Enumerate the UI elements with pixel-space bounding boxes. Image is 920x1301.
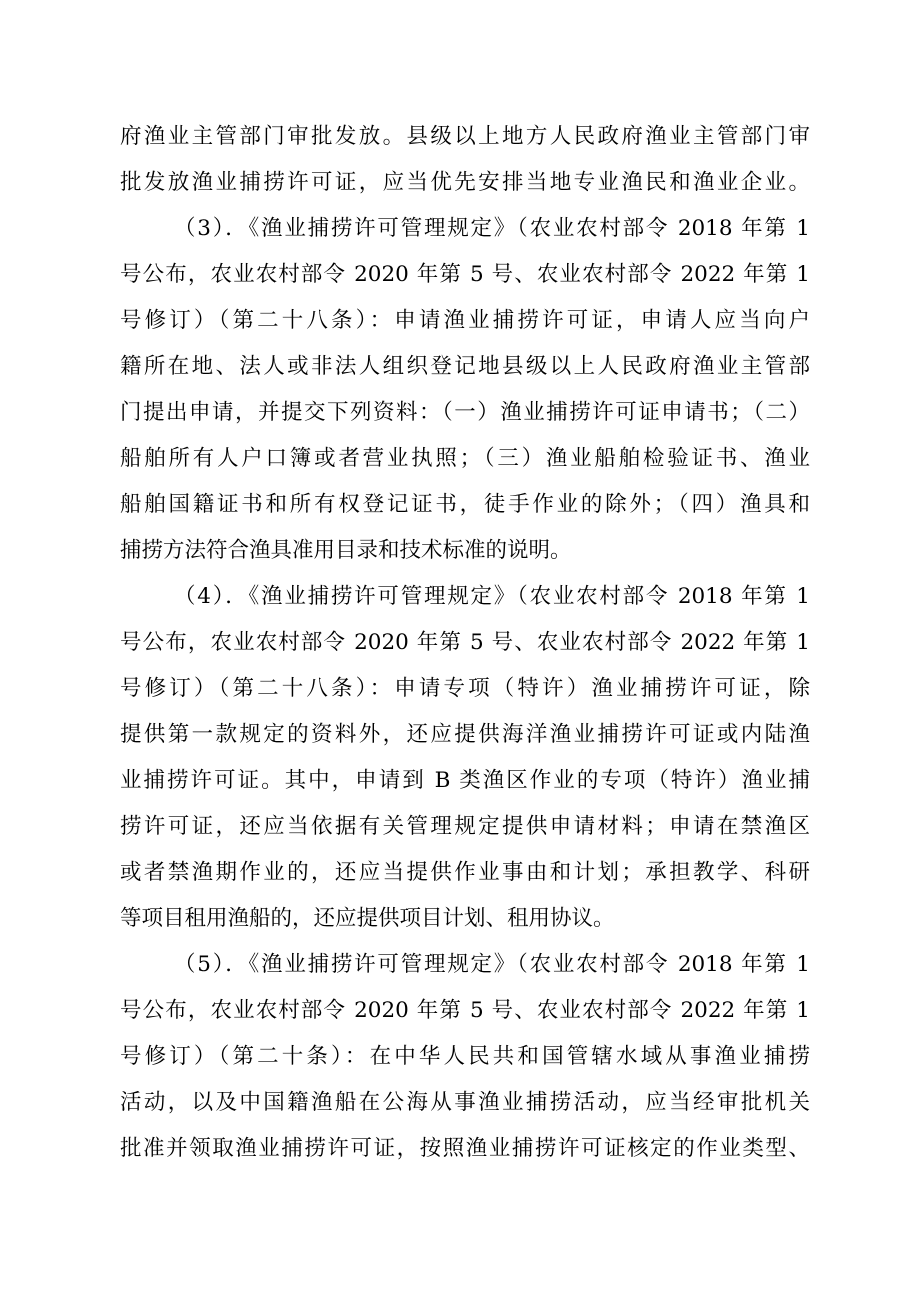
text-line: 船舶所有人户口簿或者营业执照；（三）渔业船舶检验证书、渔业 — [120, 446, 810, 471]
text-line: 号修订）（第二十条）：在中华人民共和国管辖水域从事渔业捕捞 — [120, 1044, 810, 1069]
text-line: 府渔业主管部门审批发放。县级以上地方人民政府渔业主管部门审 — [120, 124, 810, 149]
paragraph-5-start: （5）．《渔业捕捞许可管理规定》（农业农村部令 2018 年第 1 — [174, 952, 810, 977]
text-line: 业捕捞许可证。其中，申请到 B 类渔区作业的专项（特许）渔业捕 — [120, 768, 810, 793]
text-line: 号公布，农业农村部令 2020 年第 5 号、农业农村部令 2022 年第 1 — [120, 998, 810, 1023]
text-line: 门提出申请，并提交下列资料：（一）渔业捕捞许可证申请书；（二） — [120, 400, 810, 425]
text-line: 批准并领取渔业捕捞许可证，按照渔业捕捞许可证核定的作业类型、 — [120, 1136, 810, 1161]
text-line: 号公布，农业农村部令 2020 年第 5 号、农业农村部令 2022 年第 1 — [120, 630, 810, 655]
text-line: 或者禁渔期作业的，还应当提供作业事由和计划；承担教学、科研 — [120, 860, 810, 885]
text-line: 批发放渔业捕捞许可证，应当优先安排当地专业渔民和渔业企业。 — [120, 170, 810, 195]
text-line: 提供第一款规定的资料外，还应提供海洋渔业捕捞许可证或内陆渔 — [120, 722, 810, 747]
text-line: 捕捞方法符合渔具准用目录和技术标准的说明。 — [120, 538, 572, 563]
text-line: 号修订）（第二十八条）：申请专项（特许）渔业捕捞许可证，除 — [120, 676, 810, 701]
text-line: 捞许可证，还应当依据有关管理规定提供申请材料；申请在禁渔区 — [120, 814, 810, 839]
text-line: 号公布，农业农村部令 2020 年第 5 号、农业农村部令 2022 年第 1 — [120, 262, 810, 287]
text-line: 船舶国籍证书和所有权登记证书，徒手作业的除外；（四）渔具和 — [120, 492, 810, 517]
text-line: 等项目租用渔船的，还应提供项目计划、租用协议。 — [120, 906, 615, 931]
text-line: 活动，以及中国籍渔船在公海从事渔业捕捞活动，应当经审批机关 — [120, 1090, 810, 1115]
text-line: 籍所在地、法人或非法人组织登记地县级以上人民政府渔业主管部 — [120, 354, 810, 379]
paragraph-3-start: （3）．《渔业捕捞许可管理规定》（农业农村部令 2018 年第 1 — [174, 216, 810, 241]
paragraph-4-start: （4）．《渔业捕捞许可管理规定》（农业农村部令 2018 年第 1 — [174, 584, 810, 609]
text-line: 号修订）（第二十八条）：申请渔业捕捞许可证，申请人应当向户 — [120, 308, 810, 333]
